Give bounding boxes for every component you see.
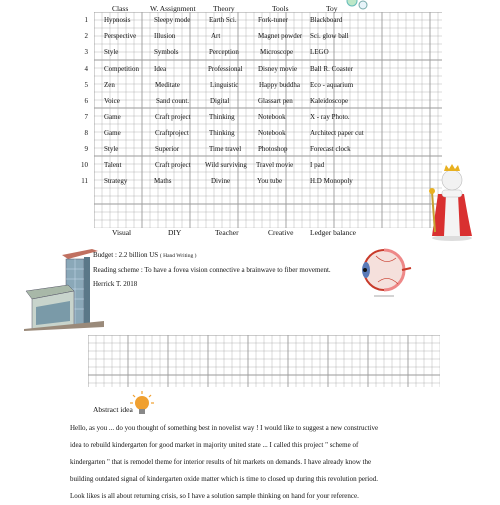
table-cell: Craft project xyxy=(155,161,191,169)
table-cell: Digital xyxy=(210,97,230,105)
table-cell: Art xyxy=(211,32,221,40)
table-cell: Craftproject xyxy=(155,129,189,137)
table-cell: Hypnosis xyxy=(104,16,131,24)
table-cell: Ball R. Coaster xyxy=(310,65,353,73)
table-cell: I pad xyxy=(310,161,325,169)
footer-diy: DIY xyxy=(168,228,182,237)
table-cell: Professional xyxy=(208,65,243,73)
table-cell: Meditate xyxy=(155,81,180,89)
row-number: 11 xyxy=(81,177,88,185)
table-cell: Strategy xyxy=(104,177,128,185)
row-number: 2 xyxy=(84,32,88,40)
header-theory: Theory xyxy=(213,4,235,13)
row-number: 10 xyxy=(81,161,88,169)
table-cell: Idea xyxy=(154,65,167,73)
header-class: Class xyxy=(112,4,129,13)
abstract-line: idea to rebuild kindergarten for good market in majority united state ... I called this project " scheme of xyxy=(70,441,359,449)
header-assignment: W. Assignment xyxy=(150,4,196,13)
row-number: 9 xyxy=(84,145,88,153)
abstract-line: Hello, as you ... do you thought of something best in novelist way ! I would like to suggest a new constructive xyxy=(70,424,379,432)
table-cell: Sleepy mode xyxy=(154,16,191,24)
table-cell: Style xyxy=(104,48,119,56)
row-number: 6 xyxy=(84,97,88,105)
blank-grid xyxy=(88,335,440,387)
bubbles-icon xyxy=(340,0,370,12)
table-cell: Architect paper cut xyxy=(310,129,364,137)
table-cell: Eco - aquarium xyxy=(310,81,354,89)
row-number: 5 xyxy=(84,81,88,89)
abstract-line: Look likes is all about returning crisis, so I have a solution sample thinking on hand for your reference. xyxy=(70,492,359,500)
row-number: 1 xyxy=(84,16,88,24)
budget-text: Budget : 2.2 billion US xyxy=(93,251,159,259)
row-number: 7 xyxy=(84,113,88,121)
author-line: Herrick T. 2018 xyxy=(93,280,138,288)
table-cell: Magnet powder xyxy=(258,32,303,40)
abstract-line: kindergarten " that is remodel theme for interior results of hit markets on demands. I have already know the xyxy=(70,458,372,466)
abstract-paragraph xyxy=(70,420,490,505)
table-cell: Happy buddha xyxy=(259,81,301,89)
table-cell: Wild surviving xyxy=(205,161,247,169)
budget-line xyxy=(93,251,196,259)
table-cell: H.D Monopoly xyxy=(310,177,353,185)
table-cell: Voice xyxy=(104,97,120,105)
table-cell: Illusion xyxy=(154,32,176,40)
table-cell: Style xyxy=(104,145,119,153)
table-cell: Competition xyxy=(104,65,139,73)
table-cell: Notebook xyxy=(258,113,286,121)
table-cell: Talent xyxy=(104,161,122,169)
table-cell: Blackboard xyxy=(310,16,343,24)
table-cell: Forecast clock xyxy=(310,145,351,153)
lightbulb-icon xyxy=(130,391,154,417)
table-cell: Microscope xyxy=(260,48,294,56)
table-cell: Kaleidoscope xyxy=(310,97,349,105)
table-cell: Perspective xyxy=(104,32,137,40)
table-cell: LEGO xyxy=(310,48,329,56)
reading-scheme: Reading scheme : To have a fovea vision connective a brainwave to fiber movement. xyxy=(93,266,331,274)
table-cell: Notebook xyxy=(258,129,286,137)
table-cell: Divine xyxy=(211,177,231,185)
footer-visual: Visual xyxy=(112,228,132,237)
table-cell: Photoshop xyxy=(258,145,288,153)
footer-creative: Creative xyxy=(268,228,294,237)
table-cell: Thinking xyxy=(209,129,235,137)
abstract-line: building outdated signal of kindergarten oxide matter which is time to closed up during this revolution period. xyxy=(70,475,379,483)
eye-anatomy-icon xyxy=(356,244,412,300)
header-tools: Tools xyxy=(272,4,289,13)
table-cell: Earth Sci. xyxy=(209,16,237,24)
row-number: 3 xyxy=(84,48,88,56)
building-illustration xyxy=(24,247,104,331)
table-cell: Sand count. xyxy=(156,97,190,105)
table-cell: Craft project xyxy=(155,113,191,121)
king-figure-icon xyxy=(424,162,482,242)
table-cell: Sci. glow ball xyxy=(310,32,349,40)
table-cell: Game xyxy=(104,129,121,137)
footer-ledger: Ledger balance xyxy=(310,228,357,237)
table-cell: Zen xyxy=(104,81,115,89)
table-cell: Disney movie xyxy=(258,65,298,73)
table-cell: Superior xyxy=(155,145,180,153)
row-number: 4 xyxy=(84,65,88,73)
handwriting-tag: ( Hand Writing ) xyxy=(159,253,197,259)
table-cell: Fork-tuner xyxy=(258,16,288,24)
footer-teacher: Teacher xyxy=(215,228,239,237)
table-cell: Thinking xyxy=(209,113,235,121)
table-cell: Game xyxy=(104,113,121,121)
table-cell: You tube xyxy=(257,177,283,185)
header-toy: Toy xyxy=(326,4,338,13)
table-cell: Glassart pen xyxy=(258,97,293,105)
table-cell: Symbols xyxy=(154,48,179,56)
row-number: 8 xyxy=(84,129,88,137)
table-cell: Perception xyxy=(209,48,239,56)
table-cell: Linguistic xyxy=(210,81,239,89)
table-cell: X - ray Photo. xyxy=(310,113,350,121)
abstract-title: Abstract idea xyxy=(93,405,133,414)
table-cell: Time travel xyxy=(209,145,242,153)
table-cell: Travel movie xyxy=(256,161,294,169)
table-cell: Maths xyxy=(154,177,172,185)
